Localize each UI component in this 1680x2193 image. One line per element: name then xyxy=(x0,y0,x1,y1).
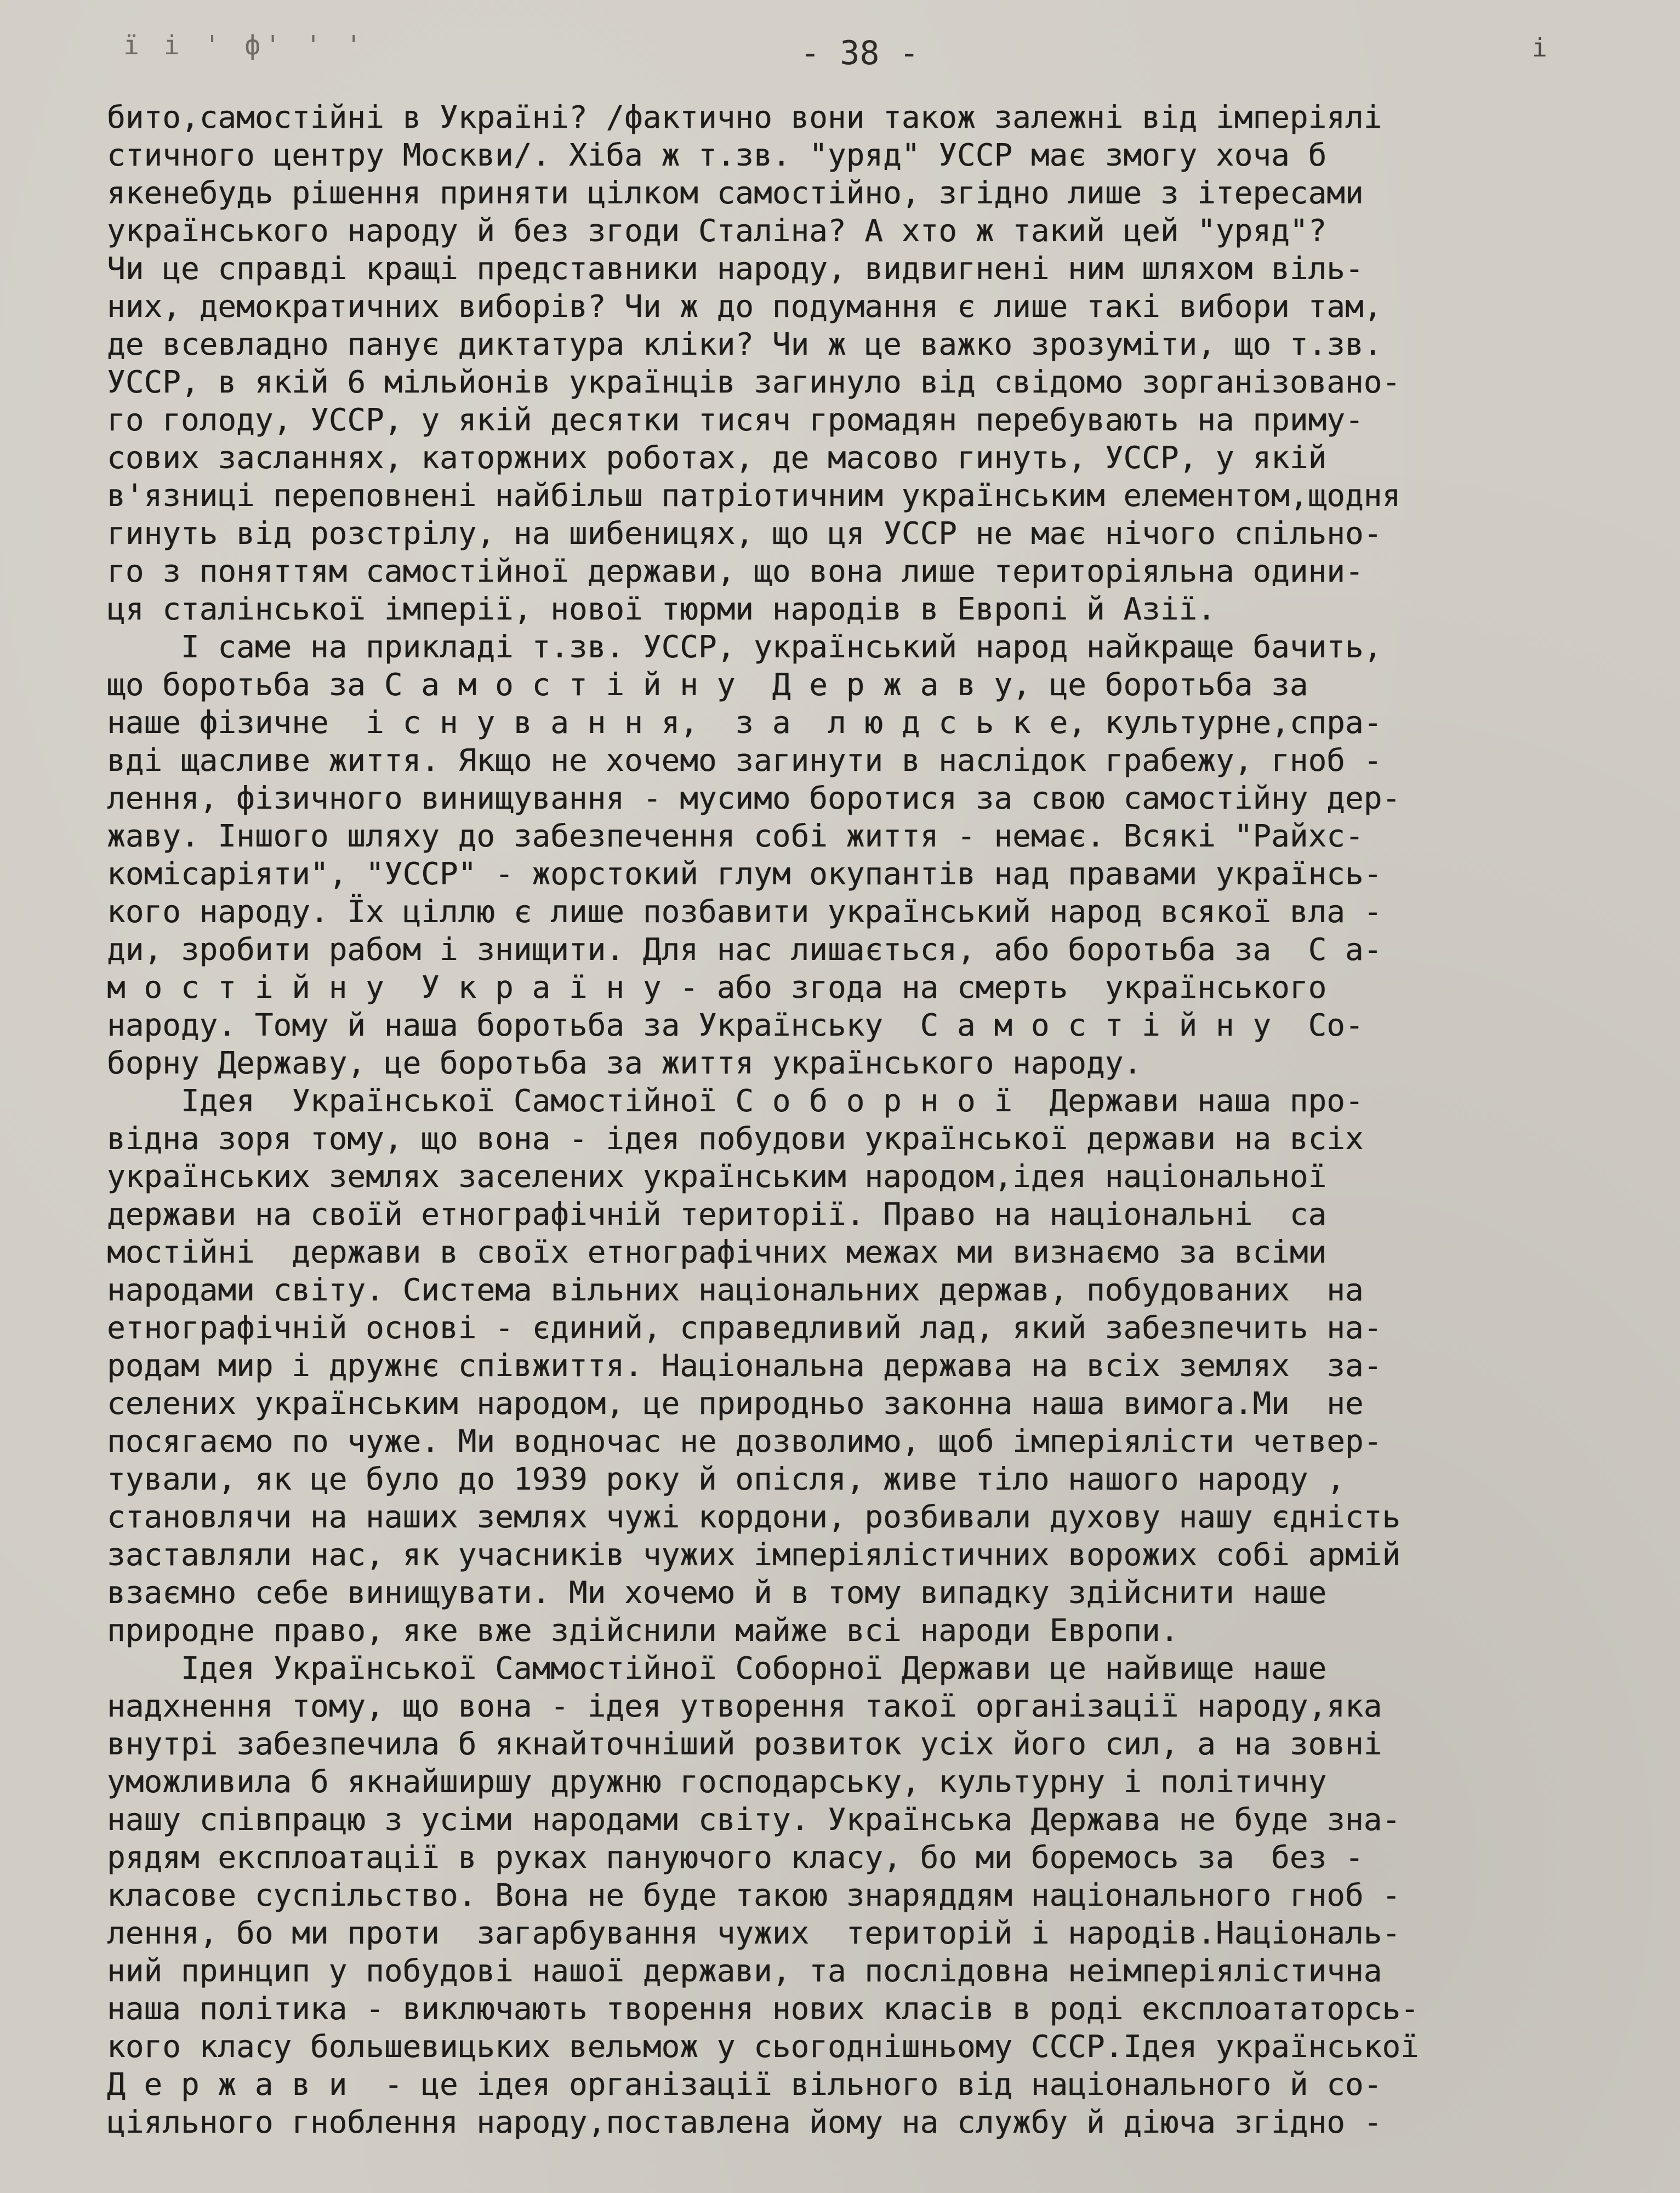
text-line: вді щасливе життя. Якщо не хочемо загинути в наслідок грабежу, гноб - xyxy=(107,743,1382,779)
text-line: УССР, в якій 6 мільйонів українців загинуло від свідомо зорганізовано- xyxy=(107,365,1401,400)
text-line: І саме на прикладі т.зв. УССР, український народ найкраще бачить, xyxy=(107,629,1382,665)
text-line: них, демократичних виборів? Чи ж до подумання є лише такі вибори там, xyxy=(107,289,1382,325)
text-line: заставляли нас, як учасників чужих імперіялістичних ворожих собі армій xyxy=(107,1537,1401,1573)
text-line: становлячи на наших землях чужі кордони, розбивали духову нашу єдність xyxy=(107,1499,1401,1535)
text-line: кого класу большевицьких вельмож у сьогоднішньому СССР.Ідея української xyxy=(107,2029,1419,2065)
text-line: Чи це справді кращі представники народу, видвигнені ним шляхом віль- xyxy=(107,251,1364,287)
text-line: ди, зробити рабом і знищити. Для нас лишається, або боротьба за С а- xyxy=(107,932,1382,968)
text-line: Д е р ж а в и - це ідея організації вільного від національного й со- xyxy=(107,2067,1382,2103)
text-line: родам мир і дружнє співжиття. Національна держава на всіх землях за- xyxy=(107,1348,1382,1384)
text-line: селених українським народом, це природньо законна наша вимога.Ми не xyxy=(107,1386,1364,1422)
text-line: посягаємо по чуже. Ми водночас не дозволимо, щоб імперіялісти четвер- xyxy=(107,1424,1382,1459)
text-line: ця сталінської імперії, нової тюрми народів в Европі й Азії. xyxy=(107,592,1216,627)
text-line: кого народу. Їх ціллю є лише позбавити український народ всякої вла - xyxy=(107,894,1382,930)
corner-mark: і xyxy=(1532,33,1547,63)
text-line: борну Державу, це боротьба за життя українського народу. xyxy=(107,1046,1142,1081)
text-line: тували, як це було до 1939 року й опісля, живе тіло нашого народу , xyxy=(107,1462,1345,1497)
text-line: в'язниці переповнені найбільш патріотичним українським елементом,щодня xyxy=(107,478,1401,514)
text-line: нашу співпрацю з усіми народами світу. Українська Держава не буде зна- xyxy=(107,1802,1401,1838)
text-line: наша політика - виключають творення нових класів в роді експлоататорсь- xyxy=(107,1991,1419,2027)
text-line: надхнення тому, що вона - ідея утворення такої організації народу,яка xyxy=(107,1689,1382,1724)
text-line: якенебудь рішення приняти цілком самостійно, згідно лише з ітересами xyxy=(107,175,1364,211)
page-number: - 38 - xyxy=(800,34,919,72)
text-line: мостійні держави в своїх етнографічних межах ми визнаємо за всіми xyxy=(107,1235,1327,1270)
text-line: бито,самостійні в Україні? /фактично вони також залежні від імперіялі xyxy=(107,100,1382,135)
text-line: ний принцип у побудові нашої держави, та послідовна неімперіялістична xyxy=(107,1953,1382,1989)
text-line: класове суспільство. Вона не буде такою знаряддям національного гноб - xyxy=(107,1878,1401,1913)
text-line: українського народу й без згоди Сталіна? А хто ж такий цей "уряд"? xyxy=(107,213,1327,249)
header-marks: ї і ' ф' ' ' xyxy=(123,30,366,61)
text-line: Ідея Української Саммостійної Соборної Держави це найвище наше xyxy=(107,1651,1327,1686)
text-line: держави на своїй етнографічній території. Право на національні са xyxy=(107,1197,1327,1232)
text-line: внутрі забезпечила б якнайточніший розвиток усіх його сил, а на зовні xyxy=(107,1726,1382,1762)
text-line: м о с т і й н у У к р а ї н у - або згода на смерть українського xyxy=(107,970,1327,1005)
text-line: Ідея Української Самостійної С о б о р н о ї Держави наша про- xyxy=(107,1083,1364,1119)
text-line: уможливила б якнайширшу дружню господарську, культурну і політичну xyxy=(107,1764,1327,1800)
text-line: жаву. Іншого шляху до забезпечення собі життя - немає. Всякі "Райхс- xyxy=(107,819,1364,854)
text-line: лення, фізичного винищування - мусимо боротися за свою самостійну дер- xyxy=(107,781,1401,816)
text-line: природне право, яке вже здійснили майже всі народи Европи. xyxy=(107,1613,1179,1649)
typewritten-text xyxy=(107,99,1609,2141)
text-line: де всевладно панує диктатура кліки? Чи ж це важко зрозуміти, що т.зв. xyxy=(107,327,1382,362)
text-line: лення, бо ми проти загарбування чужих територій і народів.Національ- xyxy=(107,1916,1401,1951)
text-line: народами світу. Система вільних національних держав, побудованих на xyxy=(107,1272,1364,1308)
text-line: українських землях заселених українським народом,ідея національної xyxy=(107,1159,1327,1195)
text-line: наше фізичне і с н у в а н н я, з а л ю д с ь к е, культурне,спра- xyxy=(107,705,1382,741)
text-line: що боротьба за С а м о с т і й н у Д е р ж а в у, це боротьба за xyxy=(107,667,1308,703)
text-line: відна зоря тому, що вона - ідея побудови української держави на всіх xyxy=(107,1121,1364,1157)
text-line: комісаріяти", "УССР" - жорстокий глум окупантів над правами українсь- xyxy=(107,856,1382,892)
text-line: рядям експлоатації в руках пануючого класу, бо ми боремось за без - xyxy=(107,1840,1364,1876)
text-line: народу. Тому й наша боротьба за Українську С а м о с т і й н у Со- xyxy=(107,1008,1364,1043)
text-line: сових засланнях, каторжних роботах, де масово гинуть, УССР, у якій xyxy=(107,440,1327,476)
text-line: стичного центру Москви/. Хіба ж т.зв. "уряд" УССР має змогу хоча б xyxy=(107,138,1327,173)
text-line: гинуть від розстрілу, на шибеницях, що ця УССР не має нічого спільно- xyxy=(107,516,1382,552)
text-line: взаємно себе винищувати. Ми хочемо й в тому випадку здійснити наше xyxy=(107,1575,1327,1611)
text-line: ціяльного гноблення народу,поставлена йому на службу й діюча згідно - xyxy=(107,2105,1382,2140)
text-line: го голоду, УССР, у якій десятки тисяч громадян перебувають на приму- xyxy=(107,402,1364,438)
text-line: го з поняттям самостійної держави, що вона лише територіяльна одини- xyxy=(107,554,1364,589)
text-line: етнографічній основі - єдиний, справедливий лад, який забезпечить на- xyxy=(107,1310,1382,1346)
